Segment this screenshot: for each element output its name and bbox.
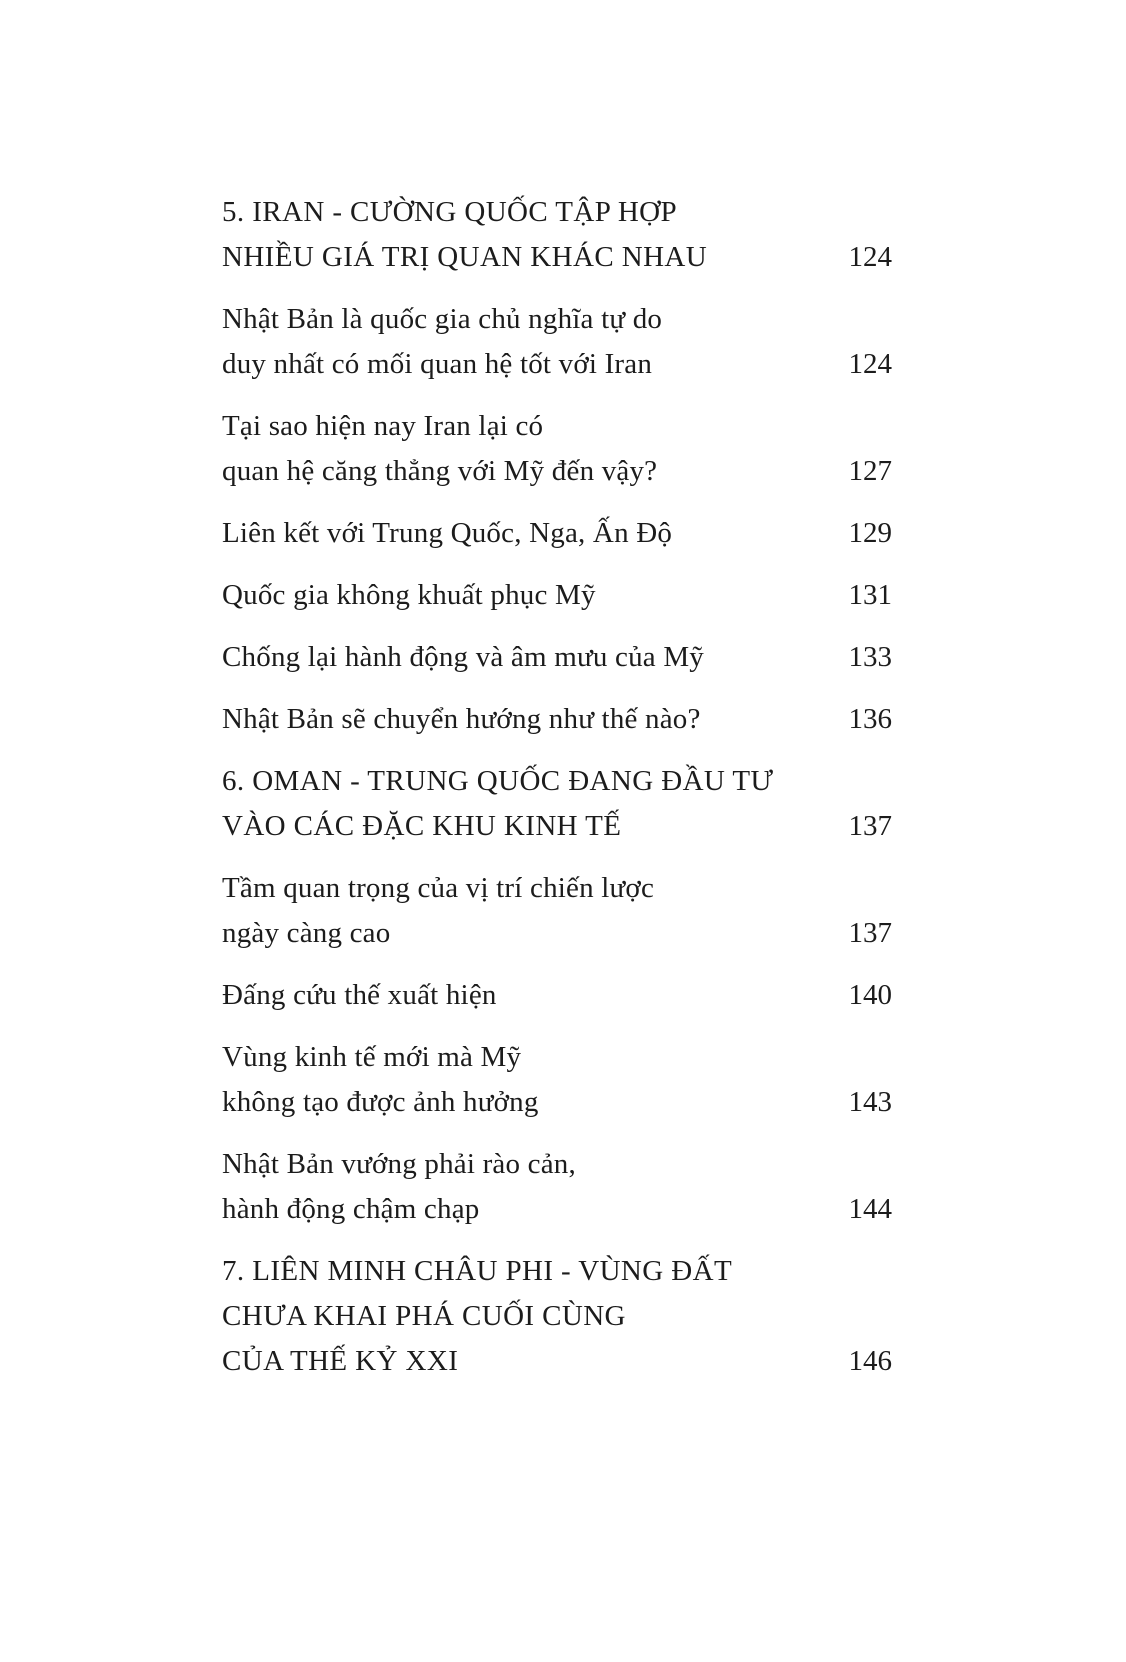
toc-entry-line: quan hệ căng thẳng với Mỹ đến vậy? <box>222 455 658 487</box>
toc-entry-line: CHƯA KHAI PHÁ CUỐI CÙNG <box>222 1300 626 1332</box>
toc-entry-text <box>222 697 832 742</box>
toc-entry <box>222 866 892 956</box>
toc-entry-page-number: 131 <box>848 579 892 611</box>
toc-list <box>222 190 892 1384</box>
toc-entry-line: Quốc gia không khuất phục Mỹ <box>222 579 596 611</box>
toc-entry-text <box>222 190 832 280</box>
toc-entry-line: 7. LIÊN MINH CHÂU PHI - VÙNG ĐẤT <box>222 1255 733 1287</box>
toc-entry-line: Tầm quan trọng của vị trí chiến lược <box>222 872 655 904</box>
toc-entry-text <box>222 297 832 387</box>
toc-entry-line: hành động chậm chạp <box>222 1193 480 1225</box>
toc-entry-page-number: 146 <box>848 1345 892 1377</box>
toc-entry-text <box>222 1035 832 1125</box>
toc-entry-text <box>222 1142 832 1232</box>
toc-entry-line: ngày càng cao <box>222 917 391 949</box>
toc-entry <box>222 697 892 742</box>
toc-entry-line: CỦA THẾ KỶ XXI <box>222 1345 459 1377</box>
toc-entry-line: 5. IRAN - CƯỜNG QUỐC TẬP HỢP <box>222 196 678 228</box>
toc-entry-text <box>222 573 832 618</box>
toc-entry-page-number: 127 <box>848 455 892 487</box>
toc-entry-text <box>222 404 832 494</box>
toc-entry-line: 6. OMAN - TRUNG QUỐC ĐANG ĐẦU TƯ <box>222 765 774 797</box>
toc-entry <box>222 1035 892 1125</box>
toc-entry-line: duy nhất có mối quan hệ tốt với Iran <box>222 348 653 380</box>
toc-entry-text <box>222 511 832 556</box>
toc-entry-text <box>222 866 832 956</box>
toc-entry <box>222 404 892 494</box>
toc-entry-line: VÀO CÁC ĐẶC KHU KINH TẾ <box>222 810 622 842</box>
toc-entry-text <box>222 759 832 849</box>
toc-entry-page-number: 144 <box>848 1193 892 1225</box>
toc-entry <box>222 759 892 849</box>
toc-entry <box>222 573 892 618</box>
toc-entry <box>222 635 892 680</box>
toc-entry <box>222 1142 892 1232</box>
toc-entry-line: Chống lại hành động và âm mưu của Mỹ <box>222 641 705 673</box>
toc-entry-page-number: 129 <box>848 517 892 549</box>
toc-entry-page-number: 137 <box>848 810 892 842</box>
toc-entry-page-number: 140 <box>848 979 892 1011</box>
toc-entry-page-number: 124 <box>848 348 892 380</box>
toc-entry-page-number: 133 <box>848 641 892 673</box>
toc-entry-line: Nhật Bản vướng phải rào cản, <box>222 1148 576 1180</box>
toc-entry-line: NHIỀU GIÁ TRỊ QUAN KHÁC NHAU <box>222 241 708 273</box>
toc-entry-page-number: 137 <box>848 917 892 949</box>
toc-entry <box>222 973 892 1018</box>
toc-entry-line: Liên kết với Trung Quốc, Nga, Ấn Độ <box>222 517 673 549</box>
toc-entry-text <box>222 973 832 1018</box>
toc-entry <box>222 511 892 556</box>
toc-entry-text <box>222 635 832 680</box>
toc-entry <box>222 1249 892 1384</box>
toc-entry-page-number: 143 <box>848 1086 892 1118</box>
toc-entry-line: Nhật Bản sẽ chuyển hướng như thế nào? <box>222 703 701 735</box>
toc-entry-text <box>222 1249 832 1384</box>
toc-entry-line: Tại sao hiện nay Iran lại có <box>222 410 544 442</box>
toc-entry-line: Vùng kinh tế mới mà Mỹ <box>222 1041 522 1073</box>
toc-entry-page-number: 124 <box>848 241 892 273</box>
toc-entry-line: Nhật Bản là quốc gia chủ nghĩa tự do <box>222 303 663 335</box>
toc-entry <box>222 297 892 387</box>
toc-entry-page-number: 136 <box>848 703 892 735</box>
toc-entry-line: không tạo được ảnh hưởng <box>222 1086 539 1118</box>
toc-entry-line: Đấng cứu thế xuất hiện <box>222 979 497 1011</box>
toc-entry <box>222 190 892 280</box>
